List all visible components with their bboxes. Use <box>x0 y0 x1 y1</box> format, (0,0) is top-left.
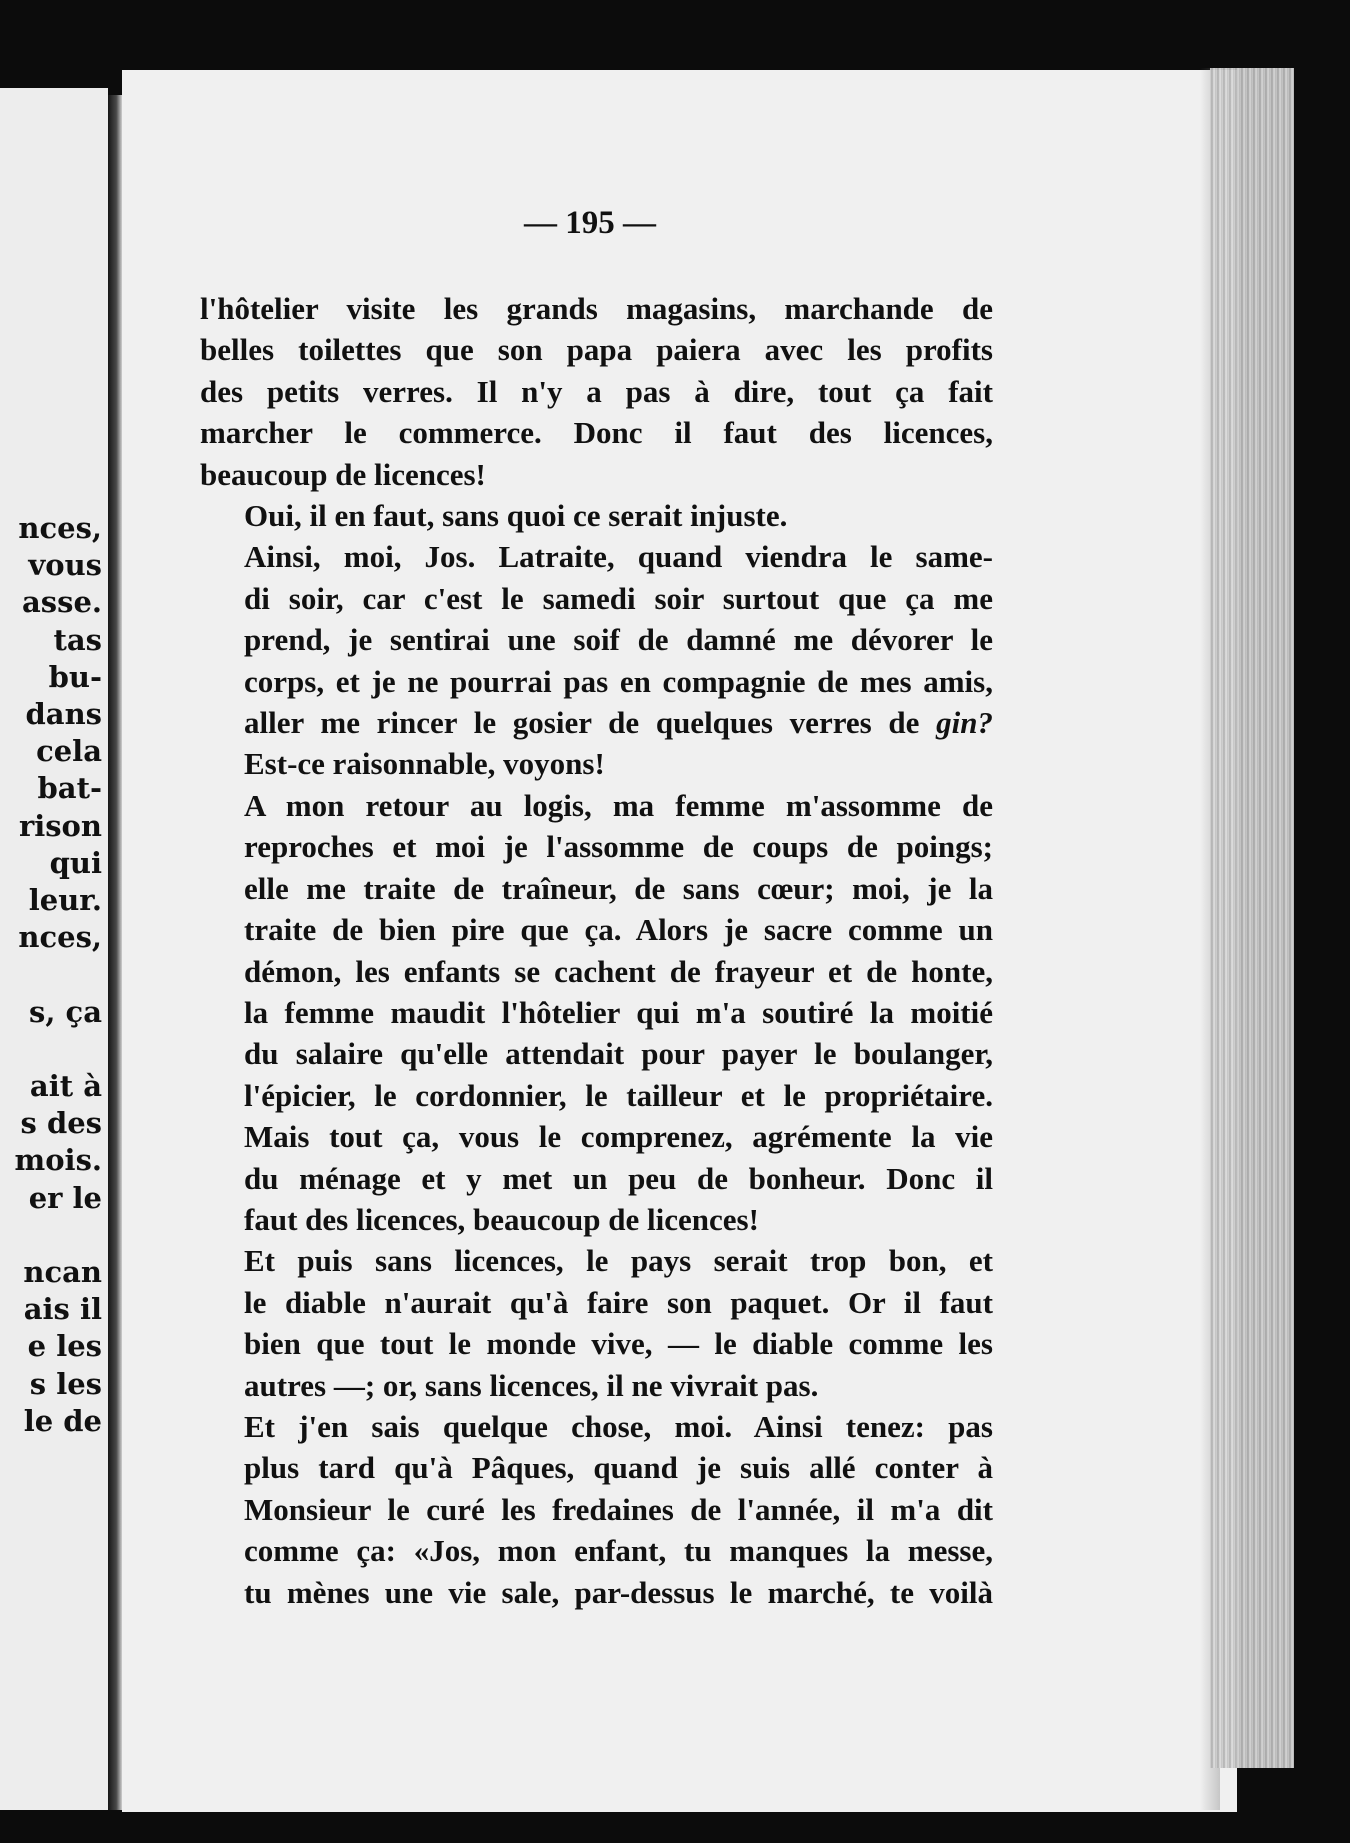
left-page-fragment: asse. <box>22 585 102 620</box>
left-page-fragment: leur. <box>28 883 102 917</box>
text-line: elle me traite de traîneur, de sans cœur; moi, je la <box>244 870 993 906</box>
text-line: Mais tout ça, vous le comprenez, agrémente la vie <box>244 1119 993 1155</box>
text-line: démon, les enfants se cachent de frayeur et de honte, <box>244 953 993 989</box>
left-page-fragment: s les <box>29 1366 102 1401</box>
left-page-fragment: bu- <box>48 659 102 694</box>
text-line: l'hôtelier visite les grands magasins, marchande de <box>200 291 993 326</box>
left-page-fragment: bat- <box>37 771 102 806</box>
text-line: marcher le commerce. Donc il faut des licences, <box>200 415 993 451</box>
text-line: du salaire qu'elle attendait pour payer le boulanger, <box>244 1036 993 1072</box>
left-page-fragment: le de <box>23 1403 102 1438</box>
book-fore-edge <box>1210 68 1294 1768</box>
text-line: Et j'en sais quelque chose, moi. Ainsi tenez: pas <box>244 1408 993 1444</box>
left-page-fragment: mois. <box>14 1143 102 1178</box>
left-page-fragment: cela <box>36 734 102 769</box>
text-line: Ainsi, moi, Jos. Latraite, quand viendra le same- <box>244 539 993 575</box>
text-line: autres —; or, sans licences, il ne vivrait pas. <box>244 1367 819 1403</box>
text-line: prend, je sentirai une soif de damné me dévorer le <box>244 622 993 658</box>
text-line: bien que tout le monde vive, — le diable comme les <box>244 1326 993 1362</box>
text-line: Oui, il en faut, sans quoi ce serait injuste. <box>244 498 788 534</box>
text-line: tu mènes une vie sale, par-dessus le marché, te voilà <box>244 1574 993 1610</box>
text-line: A mon retour au logis, ma femme m'assomme de <box>244 787 993 823</box>
text-line: corps, et je ne pourrai pas en compagnie de mes amis, <box>244 663 993 699</box>
text-line: di soir, car c'est le samedi soir surtout que ça me <box>244 580 993 616</box>
text-line: Monsieur le curé les fredaines de l'année, il m'a dit <box>244 1491 993 1527</box>
paragraph <box>200 536 993 784</box>
left-page-fragment: qui <box>49 845 102 880</box>
text-line: des petits verres. Il n'y a pas à dire, tout ça fait <box>200 373 993 409</box>
text-line: plus tard qu'à Pâques, quand je suis allé conter à <box>244 1450 993 1486</box>
left-page-fragment: e les <box>27 1329 102 1364</box>
left-page-fragment: ncan <box>23 1255 102 1289</box>
text-line: l'épicier, le cordonnier, le tailleur et le propriétaire. <box>244 1077 993 1113</box>
left-page-fragment: rison <box>18 808 102 843</box>
text-line: comme ça: «Jos, mon enfant, tu manques la messe, <box>244 1533 993 1569</box>
text-line: reproches et moi je l'assomme de coups de poings; <box>244 829 993 865</box>
paragraph <box>200 785 993 1240</box>
left-page-fragment: nces, <box>18 920 102 955</box>
left-page-fragment: s des <box>20 1106 102 1141</box>
left-page-fragment: ais il <box>23 1292 102 1327</box>
left-page-fragment: nces, <box>18 511 102 545</box>
left-page-fragment: ait à <box>29 1069 102 1103</box>
text-line: la femme maudit l'hôtelier qui m'a soutiré la moitié <box>244 994 993 1030</box>
text-line: belles toilettes que son papa paiera avec les profits <box>200 332 993 368</box>
paragraph <box>200 1406 993 1613</box>
page-text <box>200 288 993 1613</box>
text-line: beaucoup de licences! <box>200 456 486 492</box>
text-line: du ménage et y met un peu de bonheur. Donc il <box>244 1160 993 1196</box>
text-line: le diable n'aurait qu'à faire son paquet. Or il faut <box>244 1284 993 1320</box>
text-line: Est-ce raisonnable, voyons! <box>244 746 605 782</box>
text-line: aller me rincer le gosier de quelques verres de gin? <box>244 705 993 741</box>
text-line: Et puis sans licences, le pays serait trop bon, et <box>244 1243 993 1279</box>
left-page-fragment: tas <box>53 622 102 657</box>
text-line: faut des licences, beaucoup de licences! <box>244 1201 759 1237</box>
left-page-fragment: er le <box>28 1180 102 1215</box>
left-page-fragment: dans <box>25 697 102 731</box>
left-page-fragment: s, ça <box>29 994 102 1029</box>
paragraph <box>200 288 993 495</box>
paragraph <box>200 1240 993 1406</box>
text-line: traite de bien pire que ça. Alors je sacre comme un <box>244 912 993 948</box>
left-page-fragment: vous <box>28 548 102 583</box>
paragraph <box>200 495 993 536</box>
page-number: — 195 — <box>524 205 656 241</box>
previous-page-fragment <box>0 88 108 1810</box>
book-gutter <box>108 95 122 1810</box>
